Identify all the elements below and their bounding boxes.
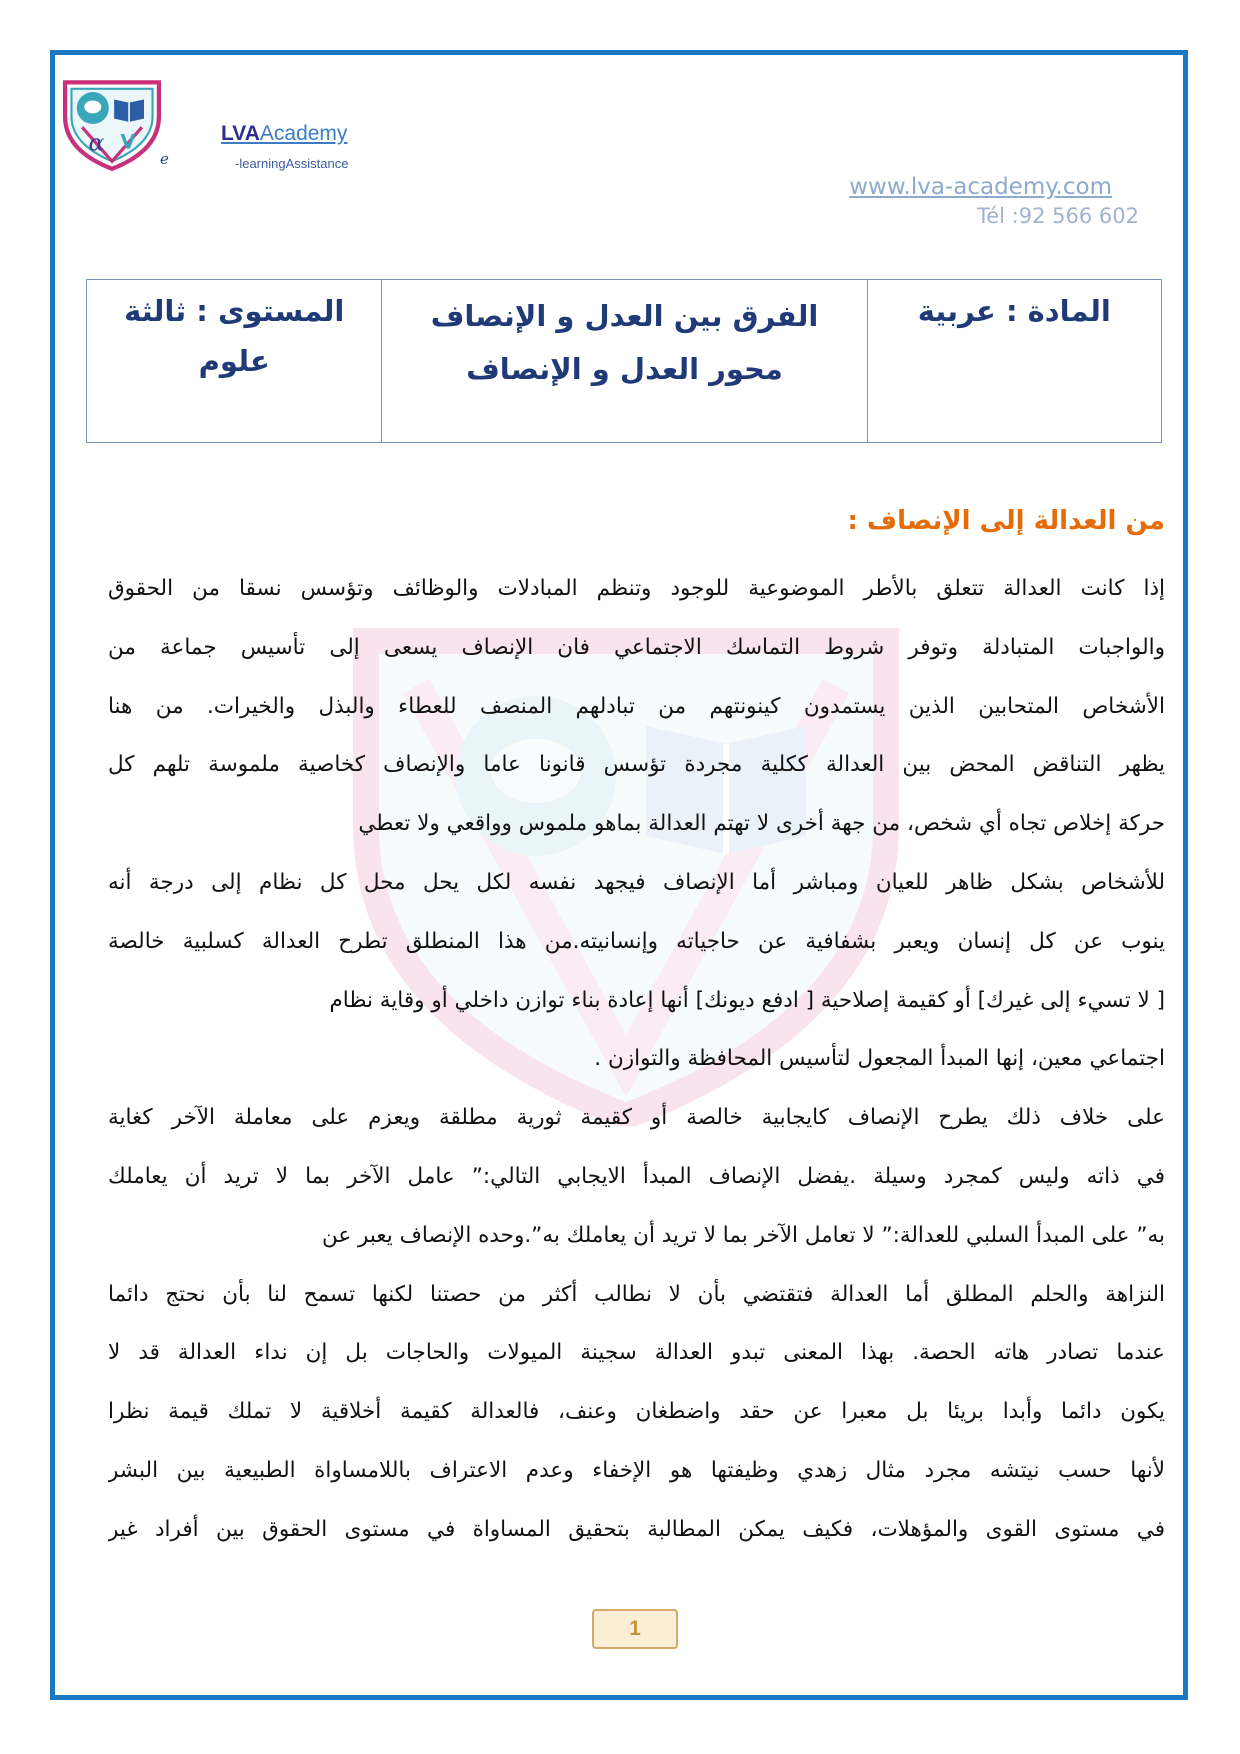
academy-logo-icon xyxy=(58,76,166,172)
logo-speech-bubble-icon xyxy=(84,101,101,114)
text-line: حركة إخلاص تجاه أي شخص، من جهة أخرى لا تهتم العدالة بماهو ملموس وواقعي ولا تعطي xyxy=(358,811,1165,837)
level-label: المستوى : ثالثة xyxy=(124,294,345,328)
text-line: إذا كانت العدالة تتعلق بالأطر الموضوعية للوجود وتنظم المبادلات والوظائف وتؤسس نسقا من الحقوق xyxy=(108,576,1165,601)
phone-number: Tél :92 566 602 xyxy=(976,204,1139,228)
text-line: والواجبات المتبادلة وتوفر شروط التماسك الاجتماعي فان الإنصاف يسعى إلى تأسيس جماعة من xyxy=(108,634,1165,660)
lesson-title: الفرق بين العدل و الإنصاف xyxy=(430,299,819,333)
text-line: في مستوى القوى والمؤهلات، فكيف يمكن المطالبة بتحقيق المساواة في مستوى الحقوق بين أفراد غير xyxy=(108,1516,1165,1542)
info-table xyxy=(86,279,1162,443)
logo-mark: e xyxy=(160,150,169,168)
brand-name-part2: Academy xyxy=(259,122,348,145)
text-line: في ذاته وليس كمجرد وسيلة .يفضل الإنصاف المبدأ الايجابي التالي:” عامل الآخر بما لا تريد أن يعاملك xyxy=(108,1163,1165,1189)
text-line: اجتماعي معين، إنها المبدأ المجعول لتأسيس المحافظة والتوازن . xyxy=(594,1046,1165,1072)
brand-name-part1: LVA xyxy=(221,122,260,145)
brand-tagline: -learningAssistance xyxy=(235,156,349,171)
page-number: 1 xyxy=(592,1609,678,1649)
text-line: [ لا تسيء إلى غيرك] أو كقيمة إصلاحية [ ادفع ديونك] أنها إعادة بناء توازن داخلي أو وقاية نظام xyxy=(329,987,1165,1013)
title-cell xyxy=(381,280,867,442)
lesson-axis: محور العدل و الإنصاف xyxy=(466,352,783,386)
text-line: على خلاف ذلك يطرح الإنصاف كايجابية خالصة أو كقيمة ثورية مطلقة ويعزم على معاملة الآخر كغاية xyxy=(108,1105,1165,1131)
level-branch: علوم xyxy=(198,344,270,378)
text-line: النزاهة والحلم المطلق أما العدالة فتقتضي بأن لا نطالب أكثر من حصتنا لكنها تسمح لنا بأن نحتج دائما xyxy=(108,1281,1165,1307)
text-line: لأنها حسب نيتشه مجرد مثال زهدي وظيفتها هو الإخفاء وعدم الاعتراف باللامساواة الطبيعية بين البشر xyxy=(108,1457,1165,1483)
brand-name xyxy=(221,122,347,146)
svg-text:V: V xyxy=(120,130,136,154)
section-body xyxy=(108,560,1165,1560)
text-line: يظهر التناقض المحض بين العدالة ككلية مجردة تؤسس قانونا عاما والإنصاف كخاصية ملموسة تلهم كل xyxy=(108,752,1165,778)
text-line: ينوب عن كل إنسان ويعبر بشفافية عن حاجياته وإنسانيته.من هذا المنطلق تطرح العدالة كسلبية خالصة xyxy=(108,928,1165,954)
text-line: يكون دائما وأبدا بريئا بل معبرا عن حقد واضطغان وعنف، فالعدالة كقيمة أخلاقية لا تملك قيمة نظرا xyxy=(108,1399,1165,1425)
website-link[interactable]: www.lva-academy.com xyxy=(849,174,1112,200)
logo-letters: α xyxy=(88,128,105,157)
subject-cell xyxy=(868,280,1161,442)
text-line: للأشخاص بشكل ظاهر للعيان ومباشر أما الإنصاف فيجهد نفسه لكل يحل محل كل نظام إلى درجة أنه xyxy=(108,869,1165,895)
text-line: الأشخاص المتحابين الذين يستمدون كينونتهم من تبادلهم المنصف للعطاء والبذل والخيرات. من هنا xyxy=(108,693,1165,719)
subject-label: المادة : عربية xyxy=(917,294,1111,328)
section-heading: من العدالة إلى الإنصاف : xyxy=(847,506,1165,536)
text-line: عندما تصادر هاته الحصة. بهذا المعنى تبدو العدالة سجينة الميولات والحاجات بل إن نداء العدالة قد لا xyxy=(108,1340,1165,1366)
level-cell xyxy=(87,280,381,442)
text-line: به” على المبدأ السلبي للعدالة:” لا تعامل الآخر بما لا تريد أن يعاملك به”.وحده الإنصاف يعبر عن xyxy=(322,1222,1165,1248)
